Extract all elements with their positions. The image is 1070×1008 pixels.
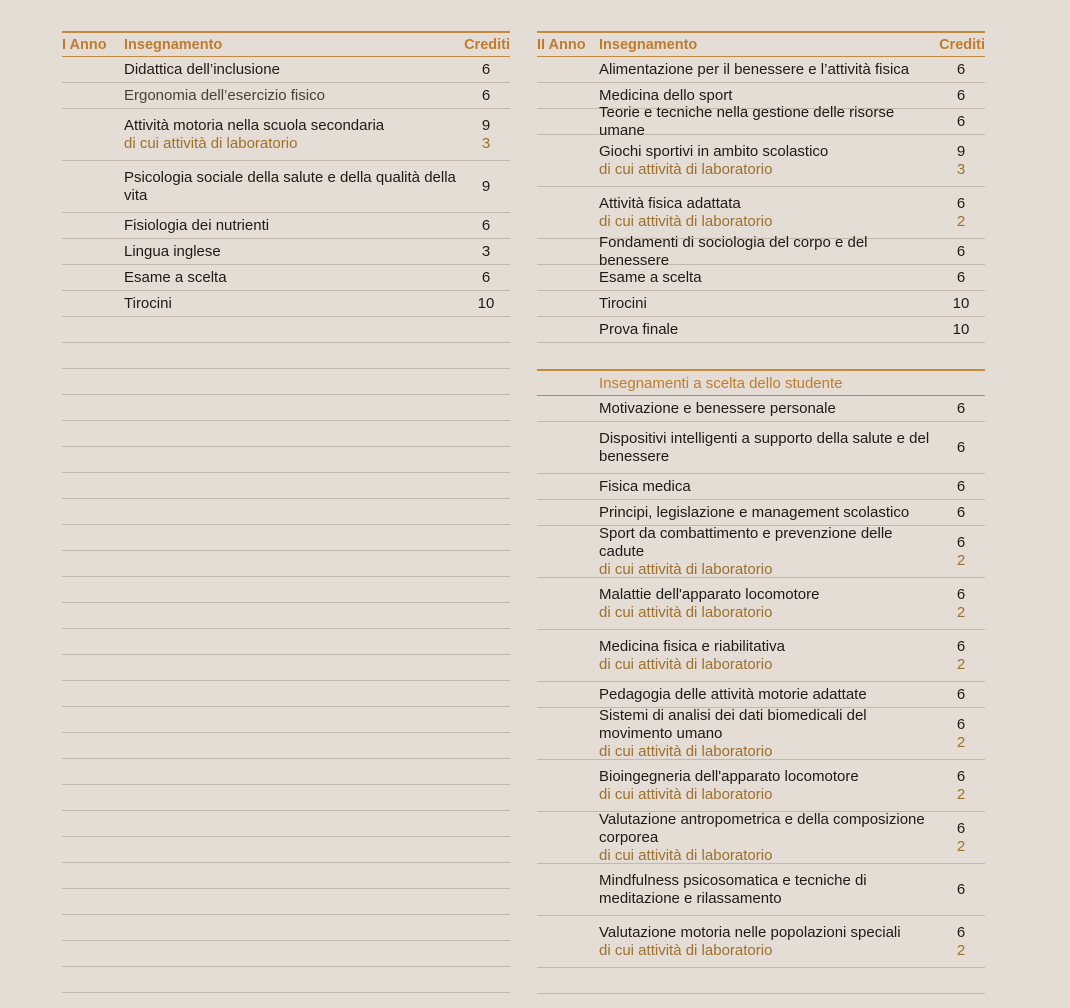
- empty-row: [537, 968, 985, 994]
- table-row: [62, 57, 510, 83]
- credits-cell: [462, 87, 510, 105]
- credits-value: 6: [956, 685, 966, 703]
- course-name: Esame a scelta: [599, 268, 702, 286]
- empty-row: [62, 707, 510, 733]
- course-cell: [537, 87, 937, 105]
- course-column-label: Insegnamento: [124, 36, 223, 53]
- credits-value: 10: [952, 320, 970, 338]
- credits-cell: [937, 87, 985, 105]
- lab-credits-value: 2: [956, 837, 966, 855]
- credits-value: 6: [956, 268, 966, 286]
- credits-value: 10: [952, 294, 970, 312]
- credits-value: 6: [956, 399, 966, 417]
- course-cell: [537, 430, 937, 466]
- course-cell: [537, 234, 937, 270]
- lab-activity-note: di cui attività di laboratorio: [124, 134, 298, 152]
- electives-title: Insegnamenti a scelta dello studente: [599, 374, 843, 392]
- credits-column-label: Crediti: [464, 36, 510, 53]
- credits-value: 6: [956, 715, 966, 733]
- course-cell: [537, 321, 937, 339]
- credits-value: 6: [956, 880, 966, 898]
- credits-value: 9: [481, 116, 491, 134]
- table-row: [537, 135, 985, 187]
- credits-cell: [937, 586, 985, 622]
- table-row: [62, 265, 510, 291]
- course-name: Sistemi di analisi dei dati biomedicali del movimento umano: [599, 706, 867, 742]
- course-name: Valutazione antropometrica e della composizione corporea: [599, 810, 925, 846]
- course-name: Valutazione motoria nelle popolazioni speciali: [599, 923, 901, 941]
- lab-activity-note: di cui attività di laboratorio: [599, 785, 773, 803]
- course-cell: [537, 525, 937, 579]
- course-column-label: Insegnamento: [599, 36, 698, 53]
- course-name: Didattica dell’inclusione: [124, 60, 280, 78]
- lab-activity-note: di cui attività di laboratorio: [599, 603, 773, 621]
- table-row: [537, 103, 985, 139]
- credits-cell: [937, 113, 985, 131]
- credits-cell: [937, 638, 985, 674]
- table-row: [62, 83, 510, 109]
- course-cell: [537, 638, 937, 674]
- credits-cell: [937, 61, 985, 79]
- credits-cell: [937, 439, 985, 457]
- credits-column-label: Crediti: [939, 36, 985, 53]
- credits-value: 6: [956, 585, 966, 603]
- course-name: Tirocini: [599, 294, 647, 312]
- empty-row: [62, 681, 510, 707]
- table-row: [537, 578, 985, 630]
- lab-credits-value: 3: [481, 134, 491, 152]
- course-cell: [537, 61, 937, 79]
- course-cell: [537, 195, 937, 231]
- empty-row: [62, 395, 510, 421]
- credits-cell: [937, 143, 985, 179]
- course-name: Malattie dell'apparato locomotore: [599, 585, 820, 603]
- credits-value: 6: [481, 86, 491, 104]
- year-label: II Anno: [537, 36, 586, 53]
- table-row: [537, 474, 985, 500]
- course-name: Prova finale: [599, 320, 679, 338]
- credits-cell: [937, 504, 985, 522]
- table-row: [62, 213, 510, 239]
- credits-cell: [462, 117, 510, 153]
- empty-row: [62, 447, 510, 473]
- spacer: [537, 343, 985, 369]
- credits-value: 6: [956, 767, 966, 785]
- electives-header: [537, 369, 985, 396]
- credits-value: 6: [956, 112, 966, 130]
- course-name: Alimentazione per il benessere e l’attività fisica: [599, 60, 910, 78]
- credits-cell: [462, 243, 510, 261]
- table-row: [537, 233, 985, 269]
- credits-cell: [937, 269, 985, 287]
- empty-row: [62, 525, 510, 551]
- credits-value: 9: [481, 177, 491, 195]
- empty-row: [62, 785, 510, 811]
- course-cell: [537, 707, 937, 761]
- table-row: [537, 317, 985, 343]
- table-row: [537, 526, 985, 578]
- course-cell: [62, 87, 462, 105]
- course-name: Motivazione e benessere personale: [599, 399, 836, 417]
- empty-row: [62, 629, 510, 655]
- year2-table: [537, 31, 985, 994]
- table-row: [537, 396, 985, 422]
- credits-cell: [937, 768, 985, 804]
- credits-cell: [462, 178, 510, 196]
- credits-cell: [462, 61, 510, 79]
- table-row: [537, 187, 985, 239]
- table-row: [537, 708, 985, 760]
- course-name: Ergonomia dell’esercizio fisico: [124, 86, 325, 104]
- lab-credits-value: 2: [956, 941, 966, 959]
- credits-value: 6: [956, 477, 966, 495]
- credits-cell: [937, 195, 985, 231]
- table-row: [62, 109, 510, 161]
- course-name: Attività motoria nella scuola secondaria: [124, 116, 385, 134]
- credits-cell: [937, 534, 985, 570]
- credits-cell: [462, 217, 510, 235]
- credits-value: 10: [477, 294, 495, 312]
- empty-row: [62, 421, 510, 447]
- lab-activity-note: di cui attività di laboratorio: [599, 160, 773, 178]
- credits-cell: [937, 295, 985, 313]
- credits-cell: [937, 321, 985, 339]
- table-row: [537, 682, 985, 708]
- course-name: Giochi sportivi in ambito scolastico: [599, 142, 829, 160]
- table-row: [62, 291, 510, 317]
- credits-value: 6: [956, 533, 966, 551]
- table-row: [537, 57, 985, 83]
- credits-cell: [937, 243, 985, 261]
- credits-cell: [937, 686, 985, 704]
- credits-cell: [937, 881, 985, 899]
- course-cell: [62, 117, 462, 153]
- course-name: Principi, legislazione e management scolastico: [599, 503, 910, 521]
- lab-credits-value: 2: [956, 212, 966, 230]
- course-name: Sport da combattimento e prevenzione delle cadute: [599, 524, 893, 560]
- credits-value: 6: [956, 923, 966, 941]
- empty-row: [62, 863, 510, 889]
- course-name: Bioingegneria dell'apparato locomotore: [599, 767, 859, 785]
- course-name: Fisica medica: [599, 477, 691, 495]
- lab-activity-note: di cui attività di laboratorio: [599, 742, 773, 760]
- course-name: Mindfulness psicosomatica e tecniche di meditazione e rilassamento: [599, 871, 867, 907]
- empty-row: [62, 837, 510, 863]
- lab-activity-note: di cui attività di laboratorio: [599, 560, 773, 578]
- credits-value: 3: [481, 242, 491, 260]
- course-name: Tirocini: [124, 294, 172, 312]
- course-name: Fondamenti di sociologia del corpo e del benessere: [599, 233, 868, 269]
- course-cell: [537, 143, 937, 179]
- credits-value: 6: [956, 60, 966, 78]
- empty-row: [62, 551, 510, 577]
- year2-header: [537, 31, 985, 57]
- course-cell: [537, 686, 937, 704]
- table-row: [62, 239, 510, 265]
- credits-value: 6: [956, 86, 966, 104]
- course-cell: [537, 478, 937, 496]
- course-name: Attività fisica adattata: [599, 194, 741, 212]
- credits-value: 6: [956, 503, 966, 521]
- lab-credits-value: 3: [956, 160, 966, 178]
- empty-row: [62, 577, 510, 603]
- empty-row: [62, 499, 510, 525]
- empty-row: [62, 915, 510, 941]
- lab-credits-value: 2: [956, 551, 966, 569]
- course-cell: [62, 169, 462, 205]
- table-row: [537, 422, 985, 474]
- course-cell: [537, 586, 937, 622]
- table-row: [537, 916, 985, 968]
- table-row: [537, 630, 985, 682]
- course-cell: [537, 811, 937, 865]
- empty-row: [62, 889, 510, 915]
- table-row: [537, 265, 985, 291]
- lab-credits-value: 2: [956, 733, 966, 751]
- lab-credits-value: 2: [956, 603, 966, 621]
- course-cell: [537, 400, 937, 418]
- lab-activity-note: di cui attività di laboratorio: [599, 941, 773, 959]
- empty-row: [62, 369, 510, 395]
- lab-activity-note: di cui attività di laboratorio: [599, 655, 773, 673]
- course-name: Medicina fisica e riabilitativa: [599, 637, 785, 655]
- empty-row: [62, 811, 510, 837]
- course-cell: [62, 243, 462, 261]
- lab-activity-note: di cui attività di laboratorio: [599, 212, 773, 230]
- credits-value: 6: [481, 268, 491, 286]
- course-cell: [537, 768, 937, 804]
- empty-row: [62, 759, 510, 785]
- credits-cell: [937, 400, 985, 418]
- table-row: [62, 161, 510, 213]
- credits-cell: [462, 269, 510, 287]
- course-cell: [537, 104, 937, 140]
- credits-cell: [937, 924, 985, 960]
- credits-cell: [937, 478, 985, 496]
- table-row: [537, 500, 985, 526]
- credits-value: 6: [956, 819, 966, 837]
- year1-header: [62, 31, 510, 57]
- empty-row: [62, 655, 510, 681]
- lab-credits-value: 2: [956, 785, 966, 803]
- course-name: Teorie e tecniche nella gestione delle risorse umane: [599, 103, 895, 139]
- course-name: Pedagogia delle attività motorie adattate: [599, 685, 867, 703]
- course-cell: [537, 872, 937, 908]
- credits-value: 6: [956, 438, 966, 456]
- course-cell: [537, 269, 937, 287]
- course-name: Dispositivi intelligenti a supporto della salute e del benessere: [599, 429, 930, 465]
- table-row: [537, 864, 985, 916]
- course-name: Psicologia sociale della salute e della qualità della vita: [124, 168, 456, 204]
- course-name: Lingua inglese: [124, 242, 221, 260]
- course-cell: [537, 924, 937, 960]
- empty-row: [62, 733, 510, 759]
- empty-row: [62, 343, 510, 369]
- credits-cell: [462, 295, 510, 313]
- credits-value: 6: [481, 216, 491, 234]
- table-row: [537, 760, 985, 812]
- credits-value: 6: [956, 242, 966, 260]
- credits-cell: [937, 716, 985, 752]
- empty-row: [62, 967, 510, 993]
- credits-value: 6: [481, 60, 491, 78]
- course-cell: [62, 269, 462, 287]
- course-cell: [537, 295, 937, 313]
- course-cell: [62, 61, 462, 79]
- course-cell: [62, 217, 462, 235]
- year1-table: [62, 31, 510, 993]
- credits-cell: [937, 820, 985, 856]
- lab-activity-note: di cui attività di laboratorio: [599, 846, 773, 864]
- empty-row: [62, 317, 510, 343]
- lab-credits-value: 2: [956, 655, 966, 673]
- credits-value: 9: [956, 142, 966, 160]
- table-row: [537, 812, 985, 864]
- credits-value: 6: [956, 194, 966, 212]
- year-label: I Anno: [62, 36, 107, 53]
- course-name: Esame a scelta: [124, 268, 227, 286]
- empty-row: [62, 473, 510, 499]
- empty-row: [62, 603, 510, 629]
- table-row: [537, 291, 985, 317]
- empty-row: [62, 941, 510, 967]
- course-cell: [62, 295, 462, 313]
- course-name: Medicina dello sport: [599, 86, 733, 104]
- credits-value: 6: [956, 637, 966, 655]
- course-name: Fisiologia dei nutrienti: [124, 216, 270, 234]
- course-cell: [537, 504, 937, 522]
